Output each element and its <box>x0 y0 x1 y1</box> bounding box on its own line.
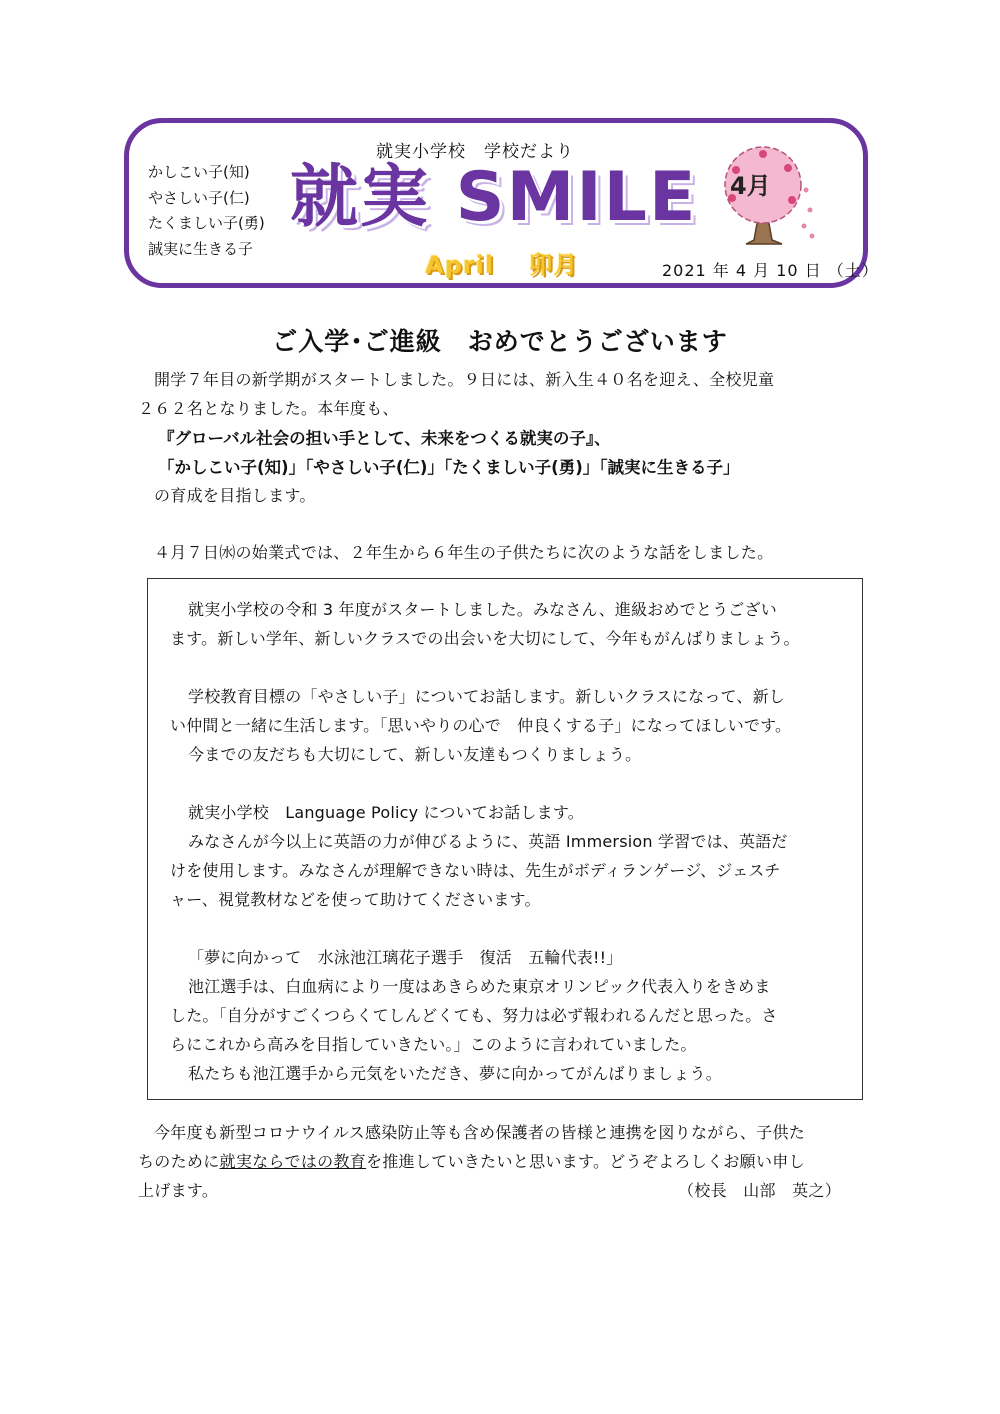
closing-line: 今年度も新型コロナウイルス感染防止等も含め保護者の皆様と連携を図りながら、子供た <box>154 1123 806 1142</box>
speech-line: い仲間と一緒に生活します。「思いやりの心で 仲良くする子」になってほしいです。 <box>170 716 792 735</box>
page-headline: ご入学･ご進級 おめでとうございます <box>272 327 728 356</box>
issue-date: 2021 年 4 月 10 日 （土） <box>662 261 879 280</box>
month-badge: 4月 <box>730 172 771 200</box>
intro-line: 開学７年目の新学期がスタートしました。９日には、新入生４０名を迎え、全校児童 <box>154 370 775 389</box>
speech-line: 就実小学校の令和 3 年度がスタートしました。みなさん、進級おめでとうござい <box>188 600 777 619</box>
month-name: April 卯月 <box>425 251 579 279</box>
motto-item: かしこい子(知) <box>148 163 250 181</box>
speech-line: 学校教育目標の「やさしい子」についてお話します。新しいクラスになって、新し <box>188 687 786 706</box>
closing-line: 上げます。 <box>138 1181 219 1200</box>
speech-line: らにこれから高みを目指していきたい。」このように言われていました。 <box>170 1035 697 1054</box>
motto-item: 誠実に生きる子 <box>148 239 254 258</box>
speech-line: ます。新しい学年、新しいクラスでの出会いを大切にして、今年もがんばりましょう。 <box>170 629 800 648</box>
principal-signature: （校長 山部 英之） <box>678 1181 842 1200</box>
speech-line: 今までの友だちも大切にして、新しい友達もつくりましょう。 <box>188 745 642 764</box>
emphasis-text: 就実ならではの教育 <box>219 1152 367 1171</box>
motto-item: たくましい子(勇) <box>148 214 265 232</box>
speech-line: 就実小学校 Language Policy についてお話します。 <box>188 803 584 822</box>
motto-item: やさしい子(仁) <box>148 188 250 207</box>
speech-line: 「夢に向かって 水泳池江璃花子選手 復活 五輪代表!!」 <box>188 948 623 967</box>
speech-line: ャー、視覚教材などを使って助けてくださいます。 <box>170 890 541 909</box>
speech-line: けを使用します。みなさんが理解できない時は、先生がボディランゲージ、ジェスチ <box>170 861 781 880</box>
closing-text: ちのために <box>138 1152 220 1171</box>
speech-line: した。「自分がすごくつらくてしんどくても、努力は必ず報われるんだと思った。さ <box>170 1006 778 1025</box>
intro-line: ４月７日㈬の始業式では、２年生から６年生の子供たちに次のような話をしました。 <box>154 543 774 562</box>
newsletter-logo: 就実 SMILE <box>290 158 698 237</box>
speech-line: みなさんが今以上に英語の力が伸びるように、英語 Immersion 学習では、英語だ <box>188 832 788 851</box>
school-motto <box>148 160 265 262</box>
speech-line: 私たちも池江選手から元気をいただき、夢に向かってがんばりましょう。 <box>188 1064 722 1083</box>
vision-statement: 『グローバル社会の担い手として、未来をつくる就実の子』、 <box>158 429 611 448</box>
school-title: 就実小学校 学校だより <box>376 142 574 162</box>
closing-text: を推進していきたいと思います。どうぞよろしくお願い申し <box>366 1152 805 1171</box>
speech-line: 池江選手は、白血病により一度はあきらめた東京オリンピック代表入りをきめま <box>188 977 771 996</box>
intro-line: ２６２名となりました。本年度も、 <box>138 399 399 418</box>
school-goals: 「かしこい子(知)」「やさしい子(仁)」「たくましい子(勇)」「誠実に生きる子」 <box>158 458 740 477</box>
closing-line <box>138 1149 805 1172</box>
intro-line: の育成を目指します。 <box>154 486 316 505</box>
